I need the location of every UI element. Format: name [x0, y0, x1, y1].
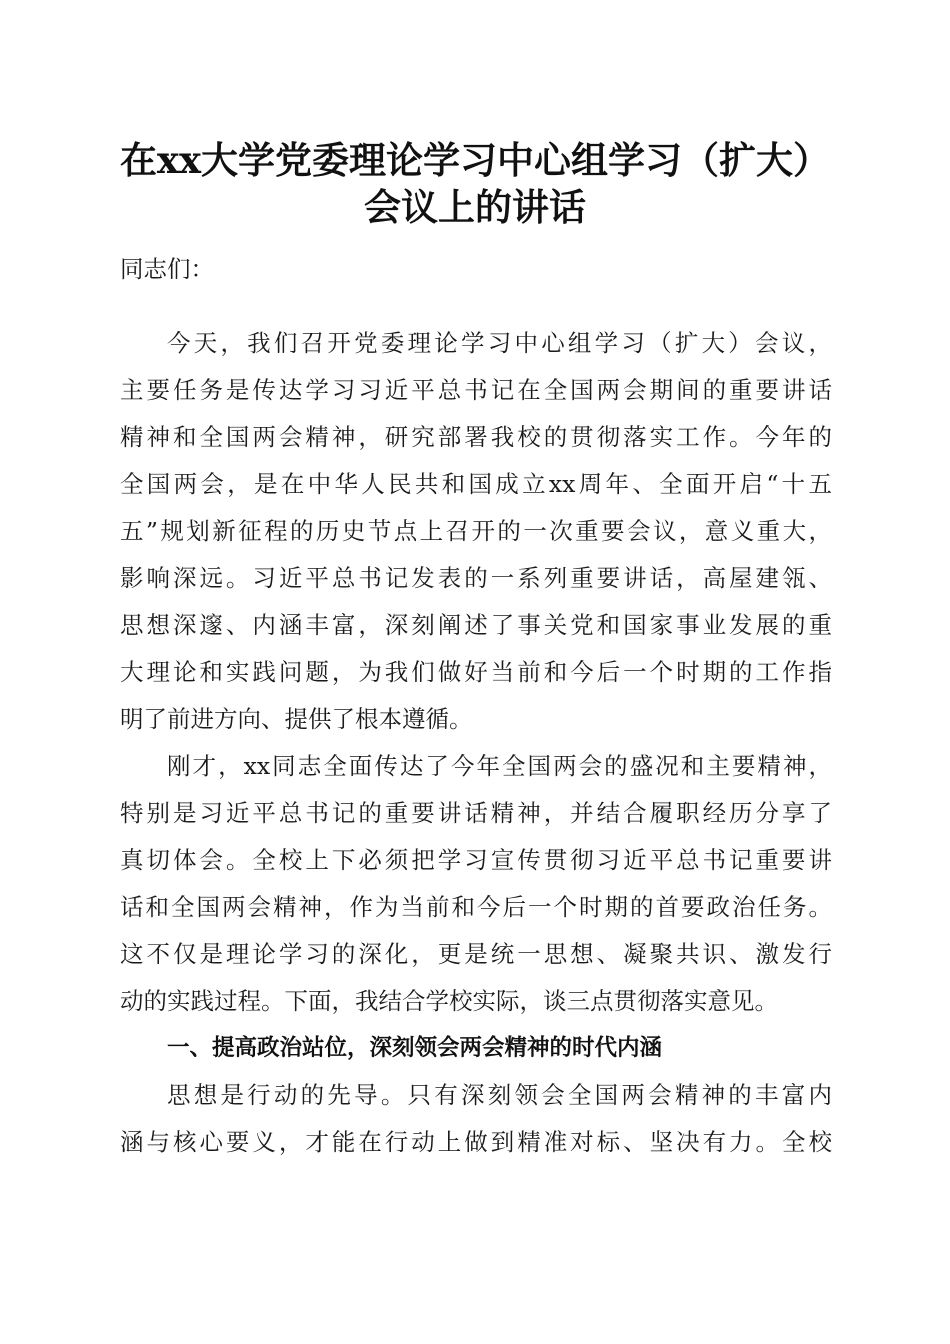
paragraph-1-line: 思想深邃、内涵丰富，深刻阐述了事关党和国家事业发展的重: [120, 611, 832, 639]
paragraph-3-line: 涵与核心要义，才能在行动上做到精准对标、坚决有力。全校: [120, 1128, 832, 1156]
paragraph-2-line: 特别是习近平总书记的重要讲话精神，并结合履职经历分享了: [120, 799, 832, 827]
paragraph-1-line: 五”规划新征程的历史节点上召开的一次重要会议，意义重大，: [120, 517, 832, 545]
paragraph-3-line: 思想是行动的先导。只有深刻领会全国两会精神的丰富内: [167, 1081, 832, 1109]
paragraph-2-line: 刚才，xx同志全面传达了今年全国两会的盛况和主要精神，: [167, 752, 832, 780]
salutation: 同志们：: [120, 255, 214, 283]
paragraph-1-line: 影响深远。习近平总书记发表的一系列重要讲话，高屋建瓴、: [120, 564, 832, 592]
paragraph-2-line: 真切体会。全校上下必须把学习宣传贯彻习近平总书记重要讲: [120, 846, 832, 874]
section-heading-1: 一、提高政治站位，深刻领会两会精神的时代内涵: [167, 1035, 663, 1061]
paragraph-1-line: 精神和全国两会精神，研究部署我校的贯彻落实工作。今年的: [120, 423, 832, 451]
paragraph-1-line: 全国两会，是在中华人民共和国成立xx周年、全面开启“十五: [120, 470, 832, 498]
paragraph-2-line: 这不仅是理论学习的深化，更是统一思想、凝聚共识、激发行: [120, 940, 832, 968]
paragraph-1-line: 大理论和实践问题，为我们做好当前和今后一个时期的工作指: [120, 658, 832, 686]
document-title-line-1: 在xx大学党委理论学习中心组学习（扩大）: [119, 138, 831, 182]
paragraph-1-line: 主要任务是传达学习习近平总书记在全国两会期间的重要讲话: [120, 376, 832, 404]
paragraph-2-line: 动的实践过程。下面，我结合学校实际，谈三点贯彻落实意见。: [120, 987, 778, 1015]
paragraph-1-line: 明了前进方向、提供了根本遵循。: [120, 705, 473, 733]
paragraph-2-line: 话和全国两会精神，作为当前和今后一个时期的首要政治任务。: [120, 893, 832, 921]
document-title-line-2: 会议上的讲话: [364, 185, 586, 229]
paragraph-1-line: 今天，我们召开党委理论学习中心组学习（扩大）会议，: [167, 329, 832, 357]
